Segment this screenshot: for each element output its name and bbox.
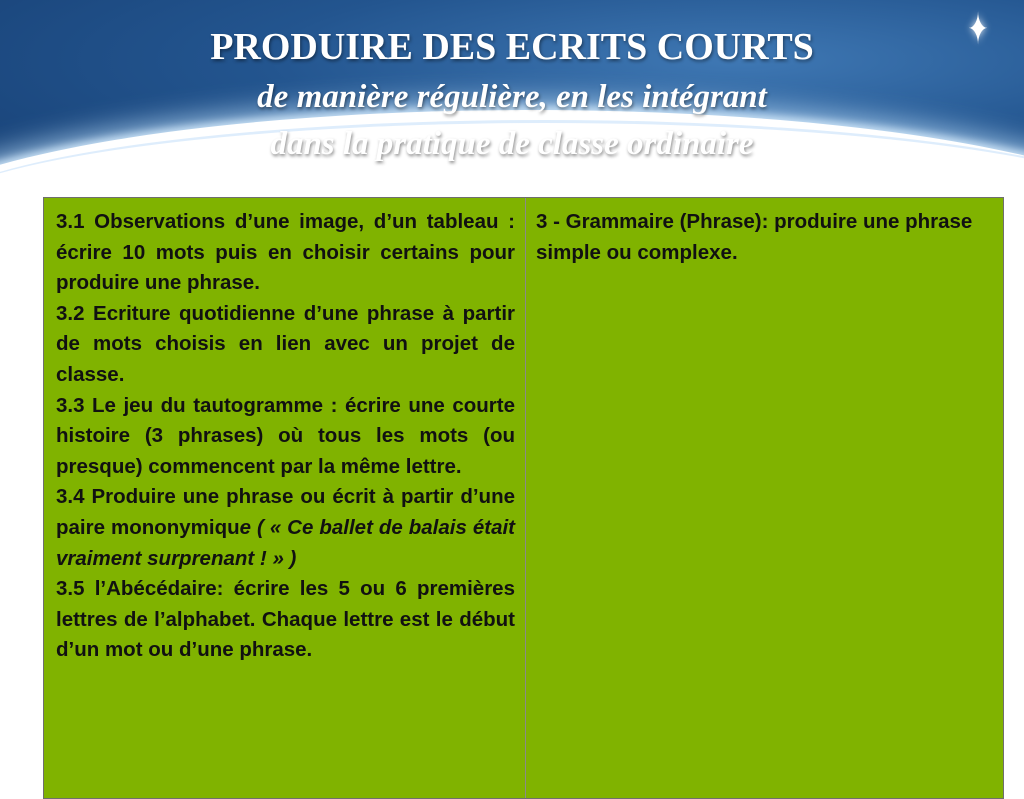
paragraph-3-1: 3.1 Observations d’une image, d’un tableau : écrire 10 mots puis en choisir certains pour produire une phrase. bbox=[56, 210, 515, 295]
slide-subtitle-line2: dans la pratique de classe ordinaire bbox=[270, 126, 754, 162]
table-cell-left bbox=[44, 198, 526, 798]
table-cell-right bbox=[526, 198, 1003, 798]
title-block bbox=[0, 20, 1024, 168]
paragraph-3-4-example: e ( « Ce ballet de balais était vraiment surprenant ! » ) bbox=[56, 515, 515, 570]
paragraph-3-3: 3.3 Le jeu du tautogramme : écrire une courte histoire (3 phrases) où tous les mots (ou presque) commencent par la même lettre. bbox=[56, 393, 515, 478]
paragraph-3-5: 3.5 l’Abécédaire: écrire les 5 ou 6 premières lettres de l’alphabet. Chaque lettre est le début d’un mot ou d’une phrase. bbox=[56, 577, 515, 662]
paragraph-3-2: 3.2 Ecriture quotidienne d’une phrase à partir de mots choisis en lien avec un projet de classe. bbox=[56, 301, 515, 386]
slide-subtitle-line1: de manière régulière, en les intégrant bbox=[257, 79, 767, 115]
paragraph-3-4-text: 3.4 Produire une phrase ou écrit à partir d’une paire mononymiqu bbox=[56, 485, 515, 539]
content-table bbox=[43, 197, 1004, 799]
sparkle-star-icon: ✦ bbox=[967, 4, 989, 55]
slide-title: PRODUIRE DES ECRITS COURTS bbox=[210, 26, 814, 68]
paragraph-3-4 bbox=[56, 482, 515, 574]
grammar-heading: 3 - Grammaire (Phrase): produire une phrase simple ou complexe. bbox=[536, 210, 973, 264]
